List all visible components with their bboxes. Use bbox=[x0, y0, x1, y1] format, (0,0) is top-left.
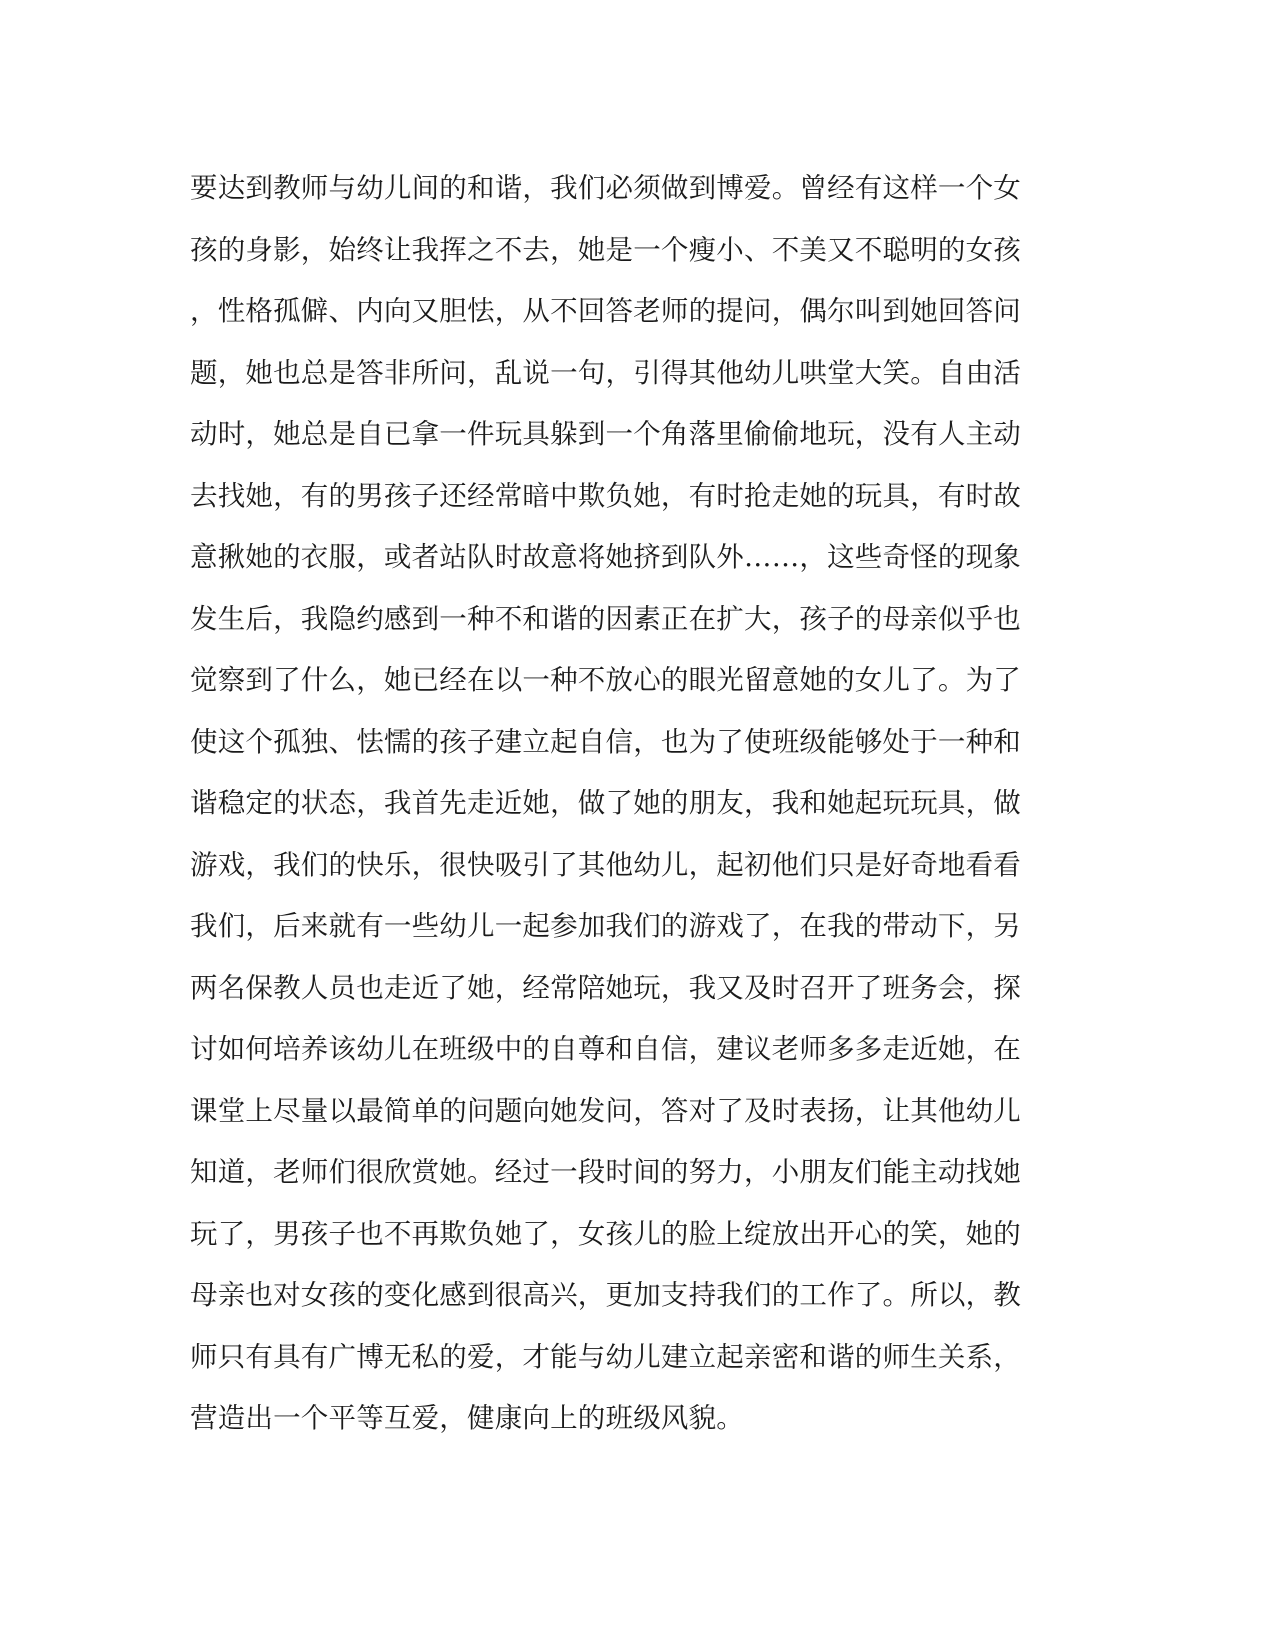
body-paragraph bbox=[190, 158, 1070, 1450]
paragraph-line: 使这个孤独、怯懦的孩子建立起自信，也为了使班级能够处于一种和 bbox=[190, 725, 1021, 758]
paragraph-line: 去找她，有的男孩子还经常暗中欺负她，有时抢走她的玩具，有时故 bbox=[190, 479, 1021, 512]
paragraph-line: 母亲也对女孩的变化感到很高兴，更加支持我们的工作了。所以，教 bbox=[190, 1279, 1021, 1311]
paragraph-line: 营造出一个平等互爱，健康向上的班级风貌。 bbox=[190, 1402, 744, 1434]
paragraph-line: 课堂上尽量以最简单的问题向她发问，答对了及时表扬，让其他幼儿 bbox=[190, 1094, 1021, 1127]
paragraph-line: 动时，她总是自已拿一件玩具躲到一个角落里偷偷地玩，没有人主动 bbox=[190, 418, 1021, 450]
paragraph-line: 师只有具有广博无私的爱，才能与幼儿建立起亲密和谐的师生关系， bbox=[190, 1340, 1021, 1373]
paragraph-line: 觉察到了什么，她已经在以一种不放心的眼光留意她的女儿了。为了 bbox=[190, 664, 1021, 696]
paragraph-line: 谐稳定的状态，我首先走近她，做了她的朋友，我和她起玩玩具，做 bbox=[190, 787, 1021, 819]
paragraph-line: 讨如何培养该幼儿在班级中的自尊和自信，建议老师多多走近她，在 bbox=[190, 1033, 1021, 1065]
paragraph-line: 题，她也总是答非所问，乱说一句，引得其他幼儿哄堂大笑。自由活 bbox=[190, 356, 1021, 389]
paragraph-line: 发生后，我隐约感到一种不和谐的因素正在扩大，孩子的母亲似乎也 bbox=[190, 602, 1021, 635]
paragraph-line: 意揪她的衣服，或者站队时故意将她挤到队外……，这些奇怪的现象 bbox=[190, 541, 1021, 573]
paragraph-line: 游戏，我们的快乐，很快吸引了其他幼儿，起初他们只是好奇地看看 bbox=[190, 848, 1021, 881]
paragraph-line: 两名保教人员也走近了她，经常陪她玩，我又及时召开了班务会，探 bbox=[190, 971, 1021, 1004]
paragraph-line: 玩了，男孩子也不再欺负她了，女孩儿的脸上绽放出开心的笑，她的 bbox=[190, 1217, 1021, 1250]
paragraph-line: 我们，后来就有一些幼儿一起参加我们的游戏了，在我的带动下，另 bbox=[190, 910, 1021, 942]
paragraph-line: 要达到教师与幼儿间的和谐，我们必须做到博爱。曾经有这样一个女 bbox=[190, 172, 1021, 204]
paragraph-line: ，性格孤僻、内向又胆怯，从不回答老师的提问，偶尔叫到她回答问 bbox=[190, 295, 1021, 327]
paragraph-line: 孩的身影，始终让我挥之不去，她是一个瘦小、不美又不聪明的女孩 bbox=[190, 233, 1021, 266]
paragraph-line: 知道，老师们很欣赏她。经过一段时间的努力，小朋友们能主动找她 bbox=[190, 1156, 1021, 1188]
